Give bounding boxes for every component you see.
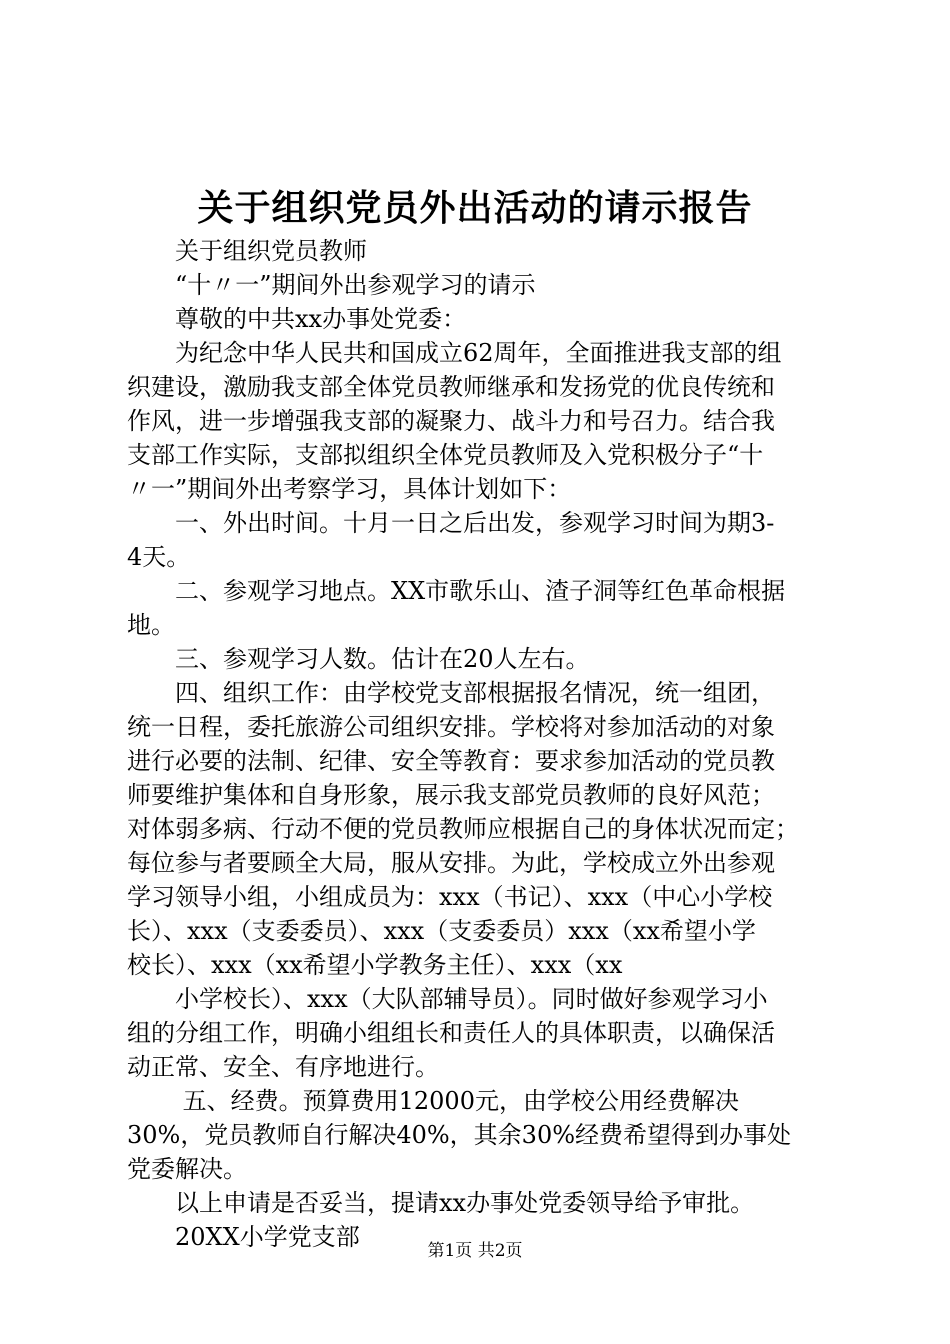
body-line: 30%，党员教师自行解决40%，其余30%经费希望得到办事处 bbox=[127, 1121, 792, 1149]
body-line: 每位参与者要顾全大局，服从安排。为此，学校成立外出参观 bbox=[127, 849, 775, 877]
body-line: 以上申请是否妥当，提请xx办事处党委领导给予审批。 bbox=[127, 1189, 755, 1217]
body-line: 作风，进一步增强我支部的凝聚力、战斗力和号召力。结合我 bbox=[127, 407, 775, 435]
body-line: 20XX小学党支部 bbox=[127, 1223, 360, 1251]
body-line: 动正常、安全、有序地进行。 bbox=[127, 1053, 439, 1081]
body-line: 二、参观学习地点。XX市歌乐山、渣子洞等红色革命根据 bbox=[127, 577, 786, 605]
page-footer: 第1页 共2页 bbox=[427, 1241, 523, 1261]
body-line: 为纪念中华人民共和国成立62周年，全面推进我支部的组 bbox=[127, 339, 782, 367]
body-line: “十〃一”期间外出参观学习的请示 bbox=[127, 271, 536, 299]
body-line: 党委解决。 bbox=[127, 1155, 247, 1183]
body-line: 尊敬的中共xx办事处党委： bbox=[127, 305, 467, 333]
body-line: 三、参观学习人数。估计在20人左右。 bbox=[127, 645, 590, 673]
body-line: 校长）、xxx（xx希望小学教务主任）、xxx（xx bbox=[127, 951, 623, 979]
body-line: 织建设，激励我支部全体党员教师继承和发扬党的优良传统和 bbox=[127, 373, 775, 401]
body-line: 长）、xxx（支委委员）、xxx（支委委员）xxx（xx希望小学 bbox=[127, 917, 756, 945]
body-line: 小学校长）、xxx（大队部辅导员）。同时做好参观学习小 bbox=[127, 985, 768, 1013]
document-body bbox=[127, 234, 837, 1254]
body-line: 一、外出时间。十月一日之后出发，参观学习时间为期3- bbox=[127, 509, 775, 537]
body-line: 组的分组工作，明确小组组长和责任人的具体职责，以确保活 bbox=[127, 1019, 775, 1047]
document-title: 关于组织党员外出活动的请示报告 bbox=[197, 187, 753, 229]
body-line: 支部工作实际，支部拟组织全体党员教师及入党积极分子“十 bbox=[127, 441, 764, 469]
body-line: 五、经费。预算费用12000元，由学校公用经费解决 bbox=[127, 1087, 739, 1115]
body-line: 关于组织党员教师 bbox=[127, 237, 367, 265]
body-line: 四、组织工作：由学校党支部根据报名情况，统一组团， bbox=[127, 679, 775, 707]
body-line: 〃一”期间外出考察学习，具体计划如下： bbox=[127, 475, 572, 503]
body-line: 地。 bbox=[127, 611, 175, 639]
body-line: 统一日程，委托旅游公司组织安排。学校将对参加活动的对象 bbox=[127, 713, 775, 741]
body-line: 4天。 bbox=[127, 543, 191, 571]
body-line: 对体弱多病、行动不便的党员教师应根据自己的身体状况而定； bbox=[127, 815, 799, 843]
body-line: 学习领导小组，小组成员为：xxx（书记）、xxx（中心小学校 bbox=[127, 883, 773, 911]
body-line: 进行必要的法制、纪律、安全等教育：要求参加活动的党员教 bbox=[127, 747, 775, 775]
body-line: 师要维护集体和自身形象，展示我支部党员教师的良好风范； bbox=[127, 781, 775, 809]
